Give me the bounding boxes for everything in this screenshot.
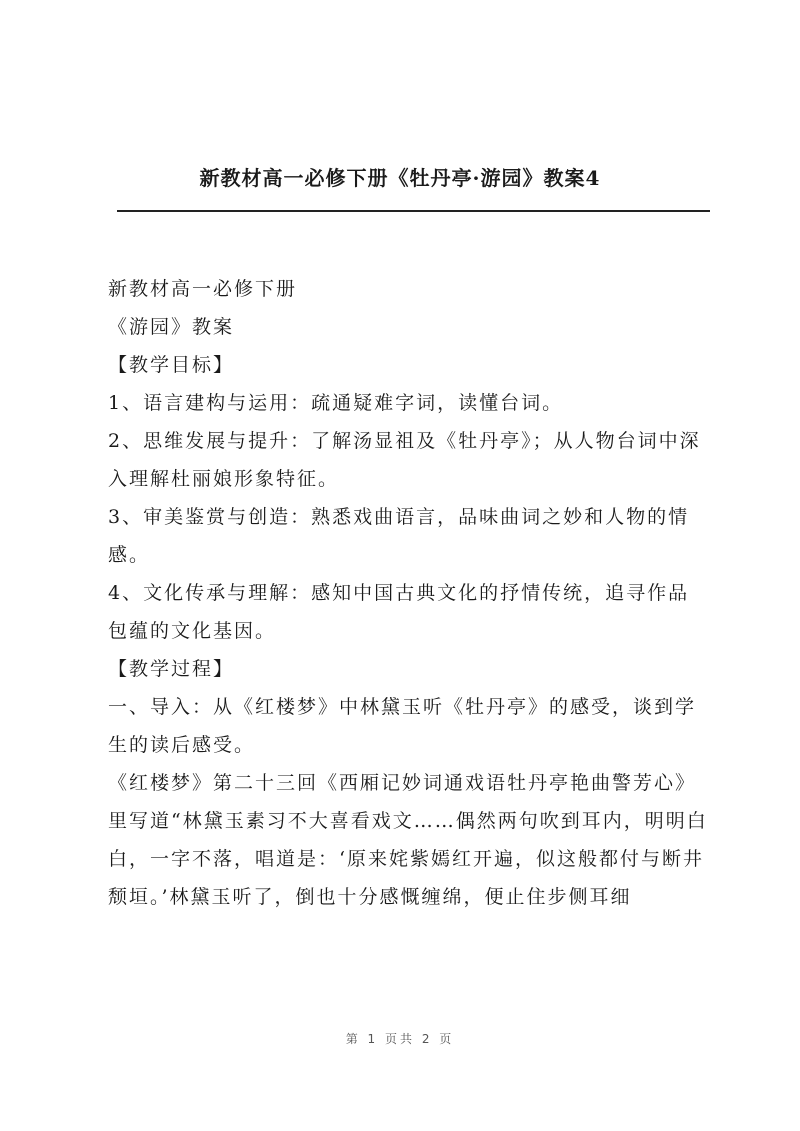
title-divider (117, 210, 710, 212)
section-heading: 【教学目标】 (108, 354, 235, 376)
section-heading: 【教学过程】 (108, 658, 235, 680)
page-footer: 第 1 页共 2 页 (345, 1032, 455, 1046)
paragraph: 新教材高一必修下册 (108, 278, 298, 300)
paragraph: 《红楼梦》第二十三回《西厢记妙词通戏语牡丹亭艳曲警芳心》里写道“林黛玉素习不大喜看戏文……偶然两句吹到耳内，明明白白，一字不落，唱道是：‘原来姹紫嫣红开遍，似这般都付与断井颓垣。’林黛玉听了，倒也十分感慨缠绵，便止住步侧耳细 (108, 772, 708, 908)
paragraph: 2、思维发展与提升：了解汤显祖及《牡丹亭》；从人物台词中深入理解杜丽娘形象特征。 (108, 430, 701, 490)
document-body (108, 270, 708, 916)
paragraph: 《游园》教案 (108, 316, 235, 338)
document-title: 新教材高一必修下册《牡丹亭·游园》教案4 (199, 166, 601, 190)
paragraph: 一、导入：从《红楼梦》中林黛玉听《牡丹亭》的感受，谈到学生的读后感受。 (108, 696, 697, 756)
paragraph: 4、文化传承与理解：感知中国古典文化的抒情传统，追寻作品包蕴的文化基因。 (108, 582, 690, 642)
paragraph: 1、语言建构与运用：疏通疑难字词，读懂台词。 (108, 392, 564, 414)
paragraph: 3、审美鉴赏与创造：熟悉戏曲语言，品味曲词之妙和人物的情感。 (108, 506, 690, 566)
